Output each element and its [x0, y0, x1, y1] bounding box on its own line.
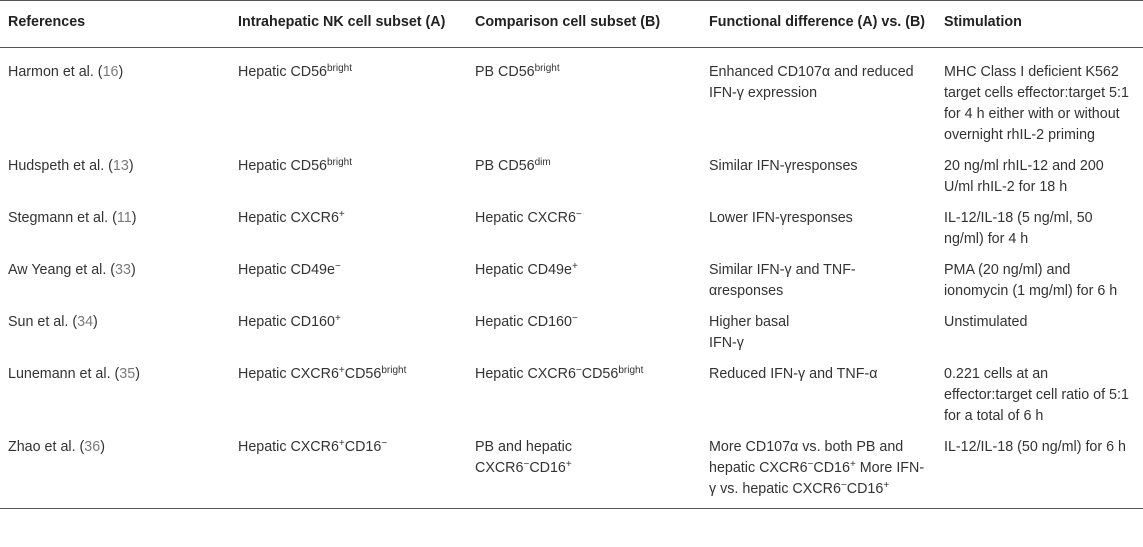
subset-a-sup: − [381, 438, 388, 449]
reference-name: Harmon et al. ( [8, 64, 103, 80]
subset-a-text: Hepatic CXCR6 [238, 439, 339, 455]
subset-b-cell [467, 149, 701, 201]
subset-a-text: Hepatic CD56 [238, 158, 327, 174]
stimulation-cell: 20 ng/ml rhIL-12 and 200 U/ml rhIL-2 for 18 h [944, 158, 1104, 195]
functional-difference-cell: Similar IFN-γresponses [709, 158, 858, 174]
subset-b-text: Hepatic CD160 [475, 314, 572, 330]
reference-close: ) [131, 210, 137, 226]
reference-cell [0, 201, 230, 253]
subset-b-sup: bright [618, 365, 644, 376]
subset-b-sup: dim [534, 157, 551, 168]
subset-b-cell [467, 201, 701, 253]
func-sup: − [840, 480, 847, 491]
table-row [0, 201, 1143, 253]
reference-name: Sun et al. ( [8, 314, 78, 330]
func-text: More CD107α vs. both PB and hepatic CXCR6 [709, 439, 904, 476]
subset-a-cell [230, 357, 467, 430]
subset-a-cell [230, 305, 467, 357]
functional-difference-cell [701, 430, 936, 509]
header-intrahepatic-subset: Intrahepatic NK cell subset (A) [238, 14, 446, 30]
subset-a-text: Hepatic CXCR6 [238, 210, 339, 226]
subset-b-cell [467, 357, 701, 430]
subset-a-sup: bright [327, 63, 353, 74]
subset-a-sup: + [338, 438, 345, 449]
func-sup: + [883, 480, 890, 491]
reference-cell [0, 48, 230, 150]
subset-a-sup: bright [327, 157, 353, 168]
subset-a-cell [230, 48, 467, 150]
header-functional-difference: Functional difference (A) vs. (B) [709, 14, 926, 30]
subset-b-sup: − [575, 209, 582, 220]
header-references: References [8, 14, 86, 30]
subset-a-cell [230, 430, 467, 509]
reference-cell [0, 305, 230, 357]
func-text: More IFN-γ vs. hepatic CXCR6 [709, 460, 925, 497]
reference-link[interactable]: 36 [84, 439, 101, 455]
reference-name: Zhao et al. ( [8, 439, 85, 455]
functional-difference-cell: Higher basal IFN-γ [709, 314, 790, 351]
subset-a-text: CD16 [344, 439, 382, 455]
table-row [0, 48, 1143, 150]
subset-b-sup: − [571, 313, 578, 324]
subset-a-text: Hepatic CD49e [238, 262, 335, 278]
subset-b-text: Hepatic CXCR6 [475, 366, 576, 382]
header-stimulation: Stimulation [944, 14, 1022, 30]
functional-difference-cell: Similar IFN-γ and TNF-αresponses [709, 262, 856, 299]
subset-b-text: Hepatic CD49e [475, 262, 572, 278]
subset-a-text: Hepatic CD56 [238, 64, 327, 80]
subset-a-sup: − [334, 261, 341, 272]
subset-b-text: Hepatic CXCR6 [475, 210, 576, 226]
subset-b-cell [467, 48, 701, 150]
subset-b-sup: bright [534, 63, 560, 74]
reference-close: ) [118, 64, 124, 80]
reference-cell [0, 253, 230, 305]
reference-link[interactable]: 35 [119, 366, 136, 382]
functional-difference-cell: Enhanced CD107α and reduced IFN-γ expression [709, 64, 914, 101]
subset-b-text: PB and hepatic CXCR6 [475, 439, 572, 476]
subset-a-text: Hepatic CD160 [238, 314, 335, 330]
table-row [0, 149, 1143, 201]
reference-cell [0, 430, 230, 509]
subset-b-cell [467, 253, 701, 305]
subset-b-sup: − [523, 459, 530, 470]
func-text: CD16 [813, 460, 850, 476]
subset-a-cell [230, 149, 467, 201]
stimulation-cell: MHC Class I deficient K562 target cells effector:target 5:1 for 4 h either with or without overnight rhIL-2 priming [944, 64, 1129, 143]
subset-b-text: CD56 [581, 366, 619, 382]
subset-b-sup: + [571, 261, 578, 272]
subset-a-cell [230, 253, 467, 305]
functional-difference-cell: Reduced IFN-γ and TNF-α [709, 366, 878, 382]
reference-link[interactable]: 11 [116, 210, 132, 226]
func-sup: − [807, 459, 814, 470]
subset-b-sup: + [565, 459, 572, 470]
subset-a-sup: + [338, 365, 345, 376]
stimulation-cell: Unstimulated [944, 314, 1028, 330]
subset-b-text: PB CD56 [475, 64, 535, 80]
func-text: CD16 [846, 481, 884, 497]
subset-a-cell [230, 201, 467, 253]
reference-close: ) [93, 314, 98, 330]
subset-b-sup: − [575, 365, 582, 376]
stimulation-cell: IL-12/IL-18 (5 ng/ml, 50 ng/ml) for 4 h [944, 210, 1093, 247]
stimulation-cell: PMA (20 ng/ml) and ionomycin (1 mg/ml) for 6 h [944, 262, 1118, 299]
table-row [0, 357, 1143, 430]
subset-b-cell [467, 305, 701, 357]
stimulation-cell: 0.221 cells at an effector:target cell ratio of 5:1 for a total of 6 h [944, 366, 1129, 424]
table-row [0, 430, 1143, 509]
reference-cell [0, 357, 230, 430]
reference-cell [0, 149, 230, 201]
reference-name: Stegmann et al. ( [8, 210, 117, 226]
subset-b-cell [467, 430, 701, 509]
stimulation-cell: IL-12/IL-18 (50 ng/ml) for 6 h [944, 439, 1126, 455]
func-sup: + [849, 459, 856, 470]
subset-a-text: CD56 [344, 366, 382, 382]
reference-link[interactable]: 33 [115, 262, 131, 278]
reference-link[interactable]: 13 [112, 158, 129, 174]
table-row [0, 253, 1143, 305]
functional-difference-cell: Lower IFN-γresponses [709, 210, 853, 226]
table-row [0, 305, 1143, 357]
reference-link[interactable]: 34 [77, 314, 94, 330]
header-comparison-subset: Comparison cell subset (B) [475, 14, 661, 30]
reference-close: ) [135, 366, 140, 382]
reference-close: ) [100, 439, 105, 455]
subset-a-sup: bright [381, 365, 407, 376]
subset-b-text: PB CD56 [475, 158, 535, 174]
subset-b-text: CD16 [529, 460, 566, 476]
header-row [0, 1, 1143, 48]
reference-close: ) [128, 158, 134, 174]
reference-name: Lunemann et al. ( [8, 366, 120, 382]
reference-name: Aw Yeang et al. ( [8, 262, 116, 278]
subset-a-sup: + [338, 209, 345, 220]
reference-link[interactable]: 16 [102, 64, 119, 80]
reference-name: Hudspeth et al. ( [8, 158, 113, 174]
reference-close: ) [130, 262, 136, 278]
subset-a-text: Hepatic CXCR6 [238, 366, 339, 382]
subset-a-sup: + [334, 313, 341, 324]
